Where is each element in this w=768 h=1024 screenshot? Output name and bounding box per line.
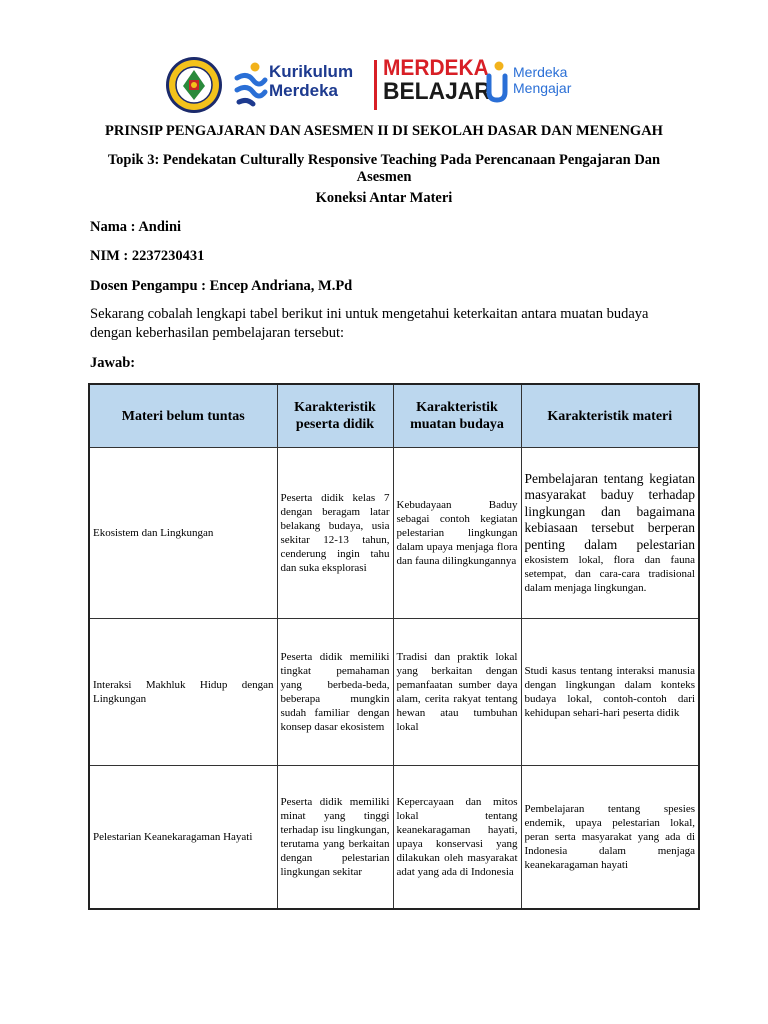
cell-materi: Ekosistem dan Lingkungan — [89, 448, 277, 619]
kurikulum-merdeka-logo — [233, 58, 363, 110]
header-peserta: Karakteristik peserta didik — [277, 384, 393, 448]
intro-paragraph: Sekarang cobalah lengkapi tabel berikut ini untuk mengetahui keterkaitan antara muatan budaya dengan keberhasilan pembelajaran tersebut: — [90, 306, 649, 341]
kurikulum-merdeka-mark-icon — [233, 60, 269, 108]
student-name: Nama : Andini — [90, 219, 182, 235]
cell-materi: Interaksi Makhluk Hidup dengan Lingkungan — [89, 619, 277, 766]
koneksi-table — [88, 383, 700, 910]
header-karakteristik-materi: Karakteristik materi — [521, 384, 699, 448]
student-nim: NIM : 2237230431 — [90, 248, 205, 264]
header-budaya: Karakteristik muatan budaya — [393, 384, 521, 448]
university-seal-icon — [165, 56, 223, 114]
cell-karakteristik-part-b: ekosistem lokal, flora dan fauna setempat, dan cara-cara tradisional dalam menjaga lingkungan. — [524, 554, 695, 595]
lecturer: Dosen Pengampu : Encep Andriana, M.Pd — [90, 278, 353, 294]
cell-karakteristik-materi — [521, 619, 699, 766]
table-row — [89, 766, 699, 910]
merdeka-mengajar-logo — [483, 56, 605, 112]
cell-peserta: Peserta didik memiliki tingkat pemahaman yang berbeda-beda, beberapa mungkin sudah familiar dengan konsep dasar ekosistem — [277, 619, 393, 766]
cell-budaya: Tradisi dan praktik lokal yang berkaitan dengan pemanfaatan sumber daya alam, cerita rakyat tentang hewan atau tumbuhan lokal — [393, 619, 521, 766]
document-title: PRINSIP PENGAJARAN DAN ASESMEN II DI SEKOLAH DASAR DAN MENENGAH — [105, 123, 663, 139]
merdeka-mengajar-line2: Mengajar — [513, 80, 572, 96]
cell-karakteristik-materi — [521, 448, 699, 619]
header-materi: Materi belum tuntas — [89, 384, 277, 448]
answer-label: Jawab: — [90, 355, 136, 371]
table-row — [89, 619, 699, 766]
kurikulum-text: Kurikulum — [269, 62, 354, 81]
merdeka-belajar-logo — [383, 56, 496, 104]
topic-line-1: Topik 3: Pendekatan Culturally Responsive Teaching Pada Perencanaan Pengajaran Dan — [107, 152, 661, 168]
topic-title — [80, 152, 688, 186]
logo-bar — [165, 52, 605, 116]
cell-materi: Pelestarian Keanekaragaman Hayati — [89, 766, 277, 910]
topic-line-2: Asesmen — [356, 169, 412, 185]
table-row — [89, 448, 699, 619]
cell-karakteristik-part-a: Pembelajaran tentang spesies endemik, upaya pelestarian lokal, peran serta masyarakat yang ada di Indonesia dalam menjaga keanekaragaman hayati — [524, 803, 695, 871]
merdeka-belajar-line1: MERDEKA — [383, 55, 489, 80]
merdeka-text: Merdeka — [269, 81, 338, 100]
cell-peserta: Peserta didik kelas 7 dengan beragam latar belakang budaya, usia sekitar 12-13 tahun, cenderung ingin tahu dan suka eksplorasi — [277, 448, 393, 619]
cell-karakteristik-part-a: Pembelajaran tentang kegiatan masyarakat baduy terhadap lingkungan dan bagaimana kebiasaan tersebut berperan penting dalam pelestarian — [524, 470, 695, 552]
cell-budaya: Kepercayaan dan mitos lokal tentang keanekaragaman hayati, upaya konservasi yang dilakukan oleh masyarakat adat yang ada di Indonesia — [393, 766, 521, 910]
cell-budaya: Kebudayaan Baduy sebagai contoh kegiatan pelestarian lingkungan dalam upaya menjaga flora dan fauna dilingkungannya — [393, 448, 521, 619]
cell-karakteristik-part-a: Studi kasus tentang interaksi manusia dengan lingkungan dalam konteks budaya lokal, contoh-contoh dari kehidupan sehari-hari peserta didik — [524, 665, 695, 719]
logo-divider — [374, 60, 377, 110]
merdeka-mengajar-mark-icon — [483, 58, 511, 106]
table-header-row — [89, 384, 699, 448]
cell-karakteristik-materi — [521, 766, 699, 910]
merdeka-mengajar-line1: Merdeka — [513, 64, 568, 80]
merdeka-belajar-line2: BELAJAR — [383, 78, 491, 105]
subtitle: Koneksi Antar Materi — [315, 190, 453, 206]
cell-peserta: Peserta didik memiliki minat yang tinggi terhadap isu lingkungan, terutama yang berkaitan dengan pelestarian lingkungan sekitar — [277, 766, 393, 910]
